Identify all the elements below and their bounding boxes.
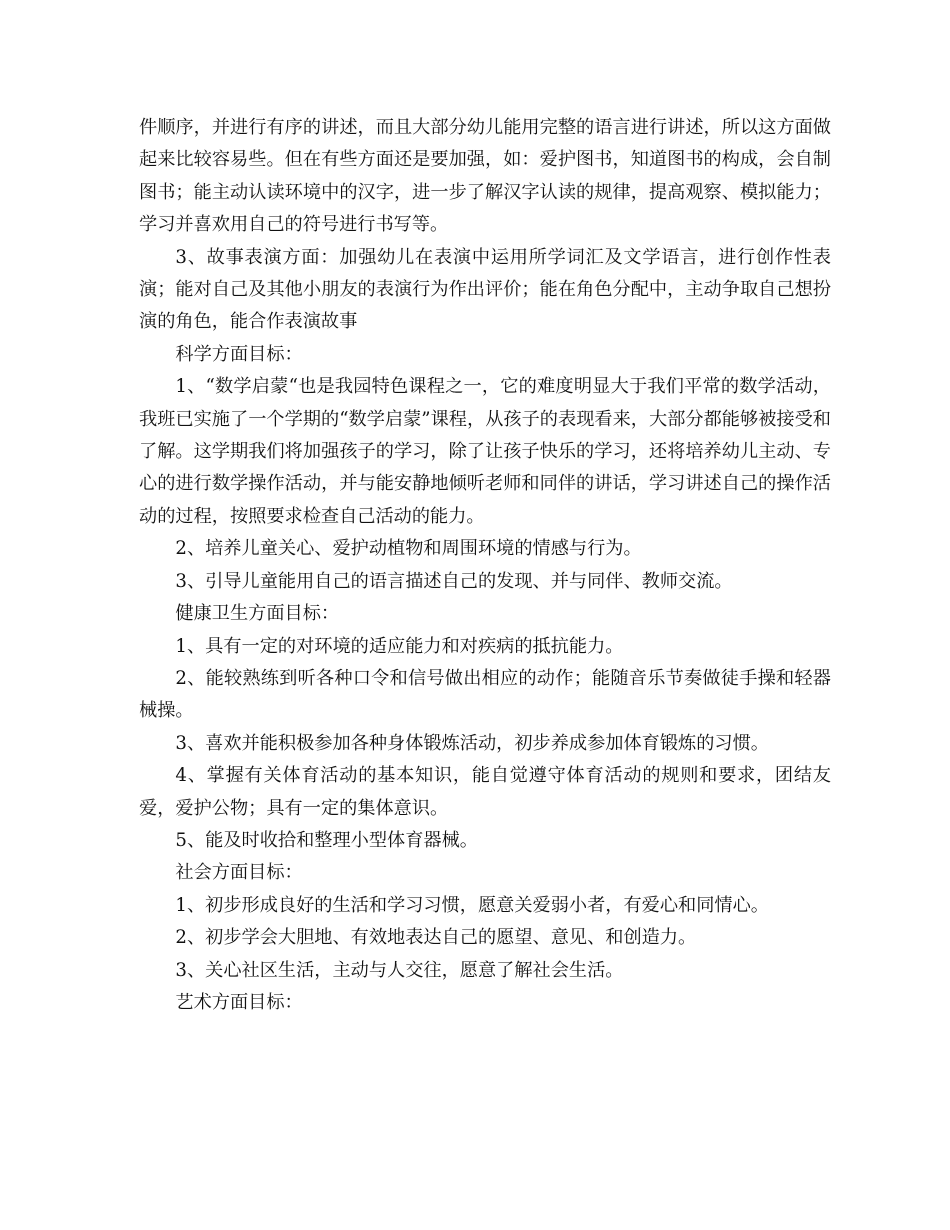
paragraph-16: 3、关心社区生活，主动与人交往，愿意了解社会生活。 <box>175 959 624 981</box>
paragraph-12: 5、能及时收拾和整理小型体育器械。 <box>175 829 478 851</box>
paragraph-11: 4、掌握有关体育活动的基本知识，能自觉遵守体育活动的规则和要求，团结友爱，爱护公物；具有一定的集体意识。 <box>139 765 831 819</box>
paragraph-8: 1、具有一定的对环境的适应能力和对疾病的抵抗能力。 <box>175 635 624 657</box>
paragraph-9: 2、能较熟练到听各种口令和信号做出相应的动作；能随音乐节奏做徒手操和轻器械操。 <box>139 667 831 722</box>
paragraph-10: 3、喜欢并能积极参加各种身体锻炼活动，初步养成参加体育锻炼的习惯。 <box>175 732 769 754</box>
section-heading-science: 科学方面目标： <box>175 343 303 365</box>
section-heading-health: 健康卫生方面目标： <box>175 603 340 625</box>
paragraph-4: 1、“数学启蒙“也是我园特色课程之一，它的难度明显大于我们平常的数学活动，我班已实施了一个学期的“数学启蒙”课程，从孩子的表现看来，大部分都能够被接受和了解。这学期我们将加强孩子的学习，除了让孩子快乐的学习，还将培养幼儿主动、专心的进行数学操作活动，并与能安静地倾听老师和同伴的讲话，学习讲述自己的操作活动的过程，按照要求检查自己活动的能力。 <box>139 376 831 527</box>
section-heading-art: 艺术方面目标： <box>175 991 303 1013</box>
paragraph-15: 2、初步学会大胆地、有效地表达自己的愿望、意见、和创造力。 <box>175 927 697 949</box>
section-heading-social: 社会方面目标： <box>175 862 303 884</box>
paragraph-2: 3、故事表演方面：加强幼儿在表演中运用所学词汇及文学语言，进行创作性表演；能对自己及其他小朋友的表演行为作出评价；能在角色分配中，主动争取自己想扮演的角色，能合作表演故事 <box>139 246 831 333</box>
document-body <box>139 112 831 1019</box>
paragraph-5: 2、培养儿童关心、爱护动植物和周围环境的情感与行为。 <box>175 538 642 560</box>
paragraph-6: 3、引导儿童能用自己的语言描述自己的发现、并与同伴、教师交流。 <box>175 570 733 592</box>
paragraph-14: 1、初步形成良好的生活和学习习惯，愿意关爱弱小者，有爱心和同情心。 <box>175 894 769 916</box>
paragraph-1: 件顺序，并进行有序的讲述，而且大部分幼儿能用完整的语言进行讲述，所以这方面做起来比较容易些。但在有些方面还是要加强，如：爱护图书，知道图书的构成，会自制图书；能主动认读环境中的汉字，进一步了解汉字认读的规律，提高观察、模拟能力；学习并喜欢用自己的符号进行书写等。 <box>139 117 831 236</box>
